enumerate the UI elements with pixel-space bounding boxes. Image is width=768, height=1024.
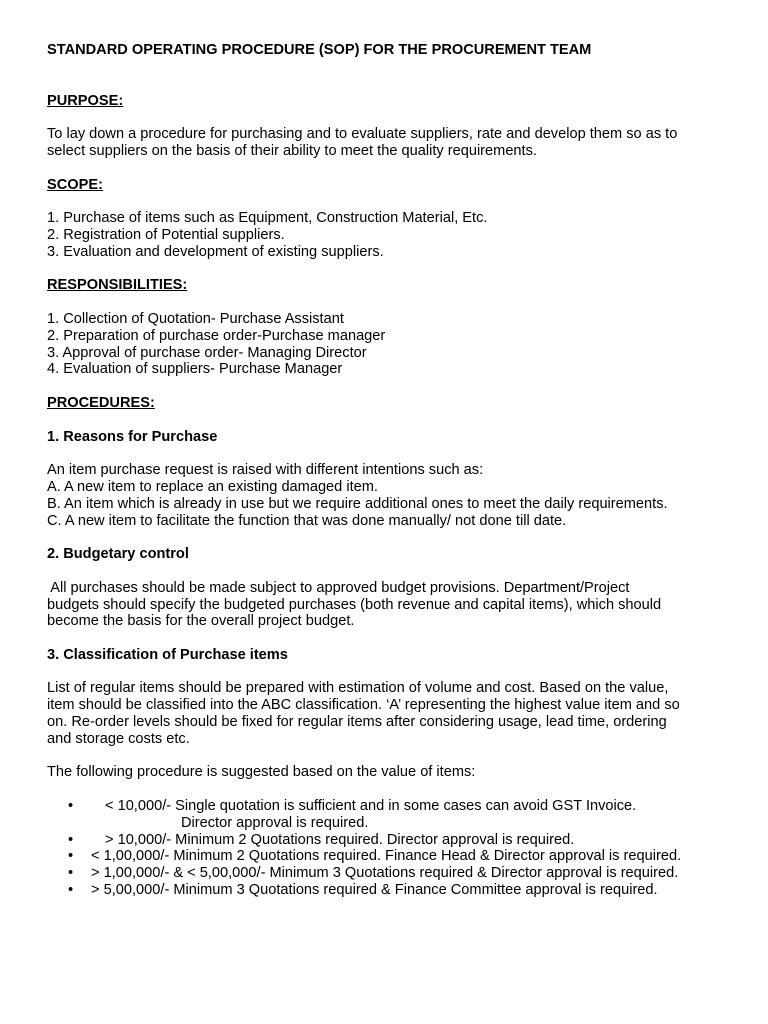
scope-item: 2. Registration of Potential suppliers. bbox=[47, 226, 285, 243]
list-item bbox=[47, 798, 737, 832]
bullet-icon: • bbox=[68, 882, 74, 899]
budgetary-heading: 2. Budgetary control bbox=[47, 546, 189, 563]
classification-line: List of regular items should be prepared with estimation of volume and cost. Based on the value, bbox=[47, 680, 669, 697]
classification-heading: 3. Classification of Purchase items bbox=[47, 646, 288, 663]
document-title: STANDARD OPERATING PROCEDURE (SOP) FOR THE PROCUREMENT TEAM bbox=[47, 42, 592, 58]
value-bullet-list bbox=[47, 798, 737, 899]
bullet-text: > 1,00,000/- & < 5,00,000/- Minimum 3 Quotations required & Director approval is required. bbox=[91, 865, 679, 882]
list-item bbox=[47, 848, 737, 865]
list-item bbox=[47, 882, 737, 899]
responsibility-item: 2. Preparation of purchase order-Purchase manager bbox=[47, 327, 386, 344]
budgetary-line: budgets should specify the budgeted purchases (both revenue and capital items), which should bbox=[47, 596, 662, 613]
purpose-line: To lay down a procedure for purchasing and to evaluate suppliers, rate and develop them so as to bbox=[47, 126, 678, 143]
procedures-heading: PROCEDURES: bbox=[47, 394, 155, 411]
budgetary-line: All purchases should be made subject to approved budget provisions. Department/Project bbox=[47, 579, 630, 596]
classification-intro: The following procedure is suggested based on the value of items: bbox=[47, 764, 476, 781]
bullet-icon: • bbox=[68, 848, 74, 865]
responsibility-item: 3. Approval of purchase order- Managing Director bbox=[47, 344, 367, 361]
bullet-icon: • bbox=[68, 831, 74, 848]
responsibilities-heading: RESPONSIBILITIES: bbox=[47, 277, 188, 294]
classification-line: item should be classified into the ABC classification. ‘A’ representing the highest value item and so bbox=[47, 697, 680, 714]
budgetary-line: become the basis for the overall project budget. bbox=[47, 613, 355, 630]
bullet-text: < 1,00,000/- Minimum 2 Quotations required. Finance Head & Director approval is required. bbox=[91, 848, 682, 865]
document-page bbox=[47, 42, 737, 899]
reasons-line: B. An item which is already in use but we require additional ones to meet the daily requirements. bbox=[47, 495, 668, 512]
classification-line: on. Re-order levels should be fixed for regular items after considering usage, lead time, ordering bbox=[47, 714, 667, 731]
scope-heading: SCOPE: bbox=[47, 176, 103, 193]
purpose-heading: PURPOSE: bbox=[47, 92, 124, 109]
bullet-icon: • bbox=[68, 865, 74, 882]
reasons-heading: 1. Reasons for Purchase bbox=[47, 428, 218, 445]
purpose-line: select suppliers on the basis of their ability to meet the quality requirements. bbox=[47, 142, 537, 159]
responsibility-item: 4. Evaluation of suppliers- Purchase Manager bbox=[47, 361, 343, 378]
reasons-line: C. A new item to facilitate the function that was done manually/ not done till date. bbox=[47, 512, 567, 529]
bullet-text: < 10,000/- Single quotation is sufficient and in some cases can avoid GST Invoice. bbox=[105, 798, 637, 815]
list-item bbox=[47, 865, 737, 882]
reasons-line: An item purchase request is raised with different intentions such as: bbox=[47, 462, 484, 479]
classification-line: and storage costs etc. bbox=[47, 730, 190, 747]
list-item bbox=[47, 832, 737, 849]
responsibility-item: 1. Collection of Quotation- Purchase Assistant bbox=[47, 310, 344, 327]
bullet-continuation: Director approval is required. bbox=[181, 814, 369, 831]
scope-item: 1. Purchase of items such as Equipment, Construction Material, Etc. bbox=[47, 210, 488, 227]
bullet-text: > 5,00,000/- Minimum 3 Quotations required & Finance Committee approval is required. bbox=[91, 882, 658, 899]
scope-item: 3. Evaluation and development of existing suppliers. bbox=[47, 243, 384, 260]
bullet-icon: • bbox=[68, 798, 74, 815]
reasons-line: A. A new item to replace an existing damaged item. bbox=[47, 478, 378, 495]
bullet-text: > 10,000/- Minimum 2 Quotations required. Director approval is required. bbox=[105, 831, 575, 848]
